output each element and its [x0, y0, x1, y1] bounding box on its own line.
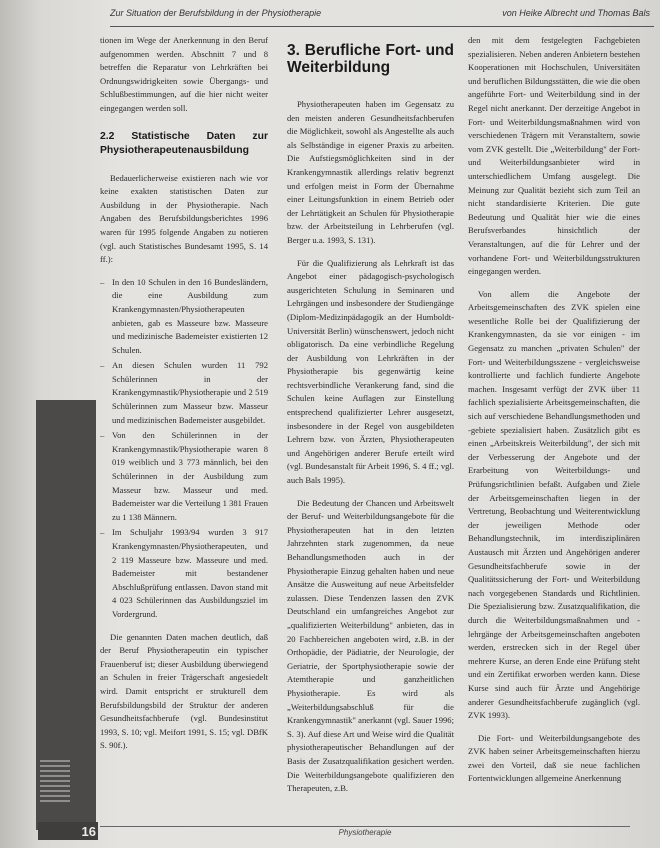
section-heading-2-2: 2.2 Statistische Daten zur Physiotherapeutenausbildung [100, 130, 268, 156]
paragraph: tionen im Wege der Anerkennung in den Beruf aufgenommen werden. Abschnitt 7 und 8 betreffen die Reparatur von Lehrkräften bei Ordnungswidrigkeiten sowie Übergangs- und Schlußbestimmungen, auf die hier nicht weiter eingegangen werden soll. [100, 35, 268, 113]
page-number: 16 [38, 822, 98, 840]
paragraph: Die Fort- und Weiterbildungsangebote des ZVK haben seiner Arbeitsgemeinschaften hierzu zwei den Vorteil, daß sie neue fachlichen Fortentwicklungen allgemeine Anerkennung [468, 732, 640, 784]
paragraph: Die Bedeutung der Chancen und Arbeitswelt der Beruf- und Weiterbildungsangebote für die Physiotherapeuten hat in den letzten Jahrzehnten stark zugenommen, da neue Behandlungsmethoden auch in der Physiotherapie Einzug gehalten haben und neue Ansätze die Ausweitung auf neue Arbeitsfelder zulassen. Diese Tendenzen lassen den ZVK Deutschland ein umfangreiches Angebot zur „qualifizierten Weiterbildung" anbieten, das in 20 Fachbereichen angeboten wird, z.B. in der Orthopädie, der Pädiatrie, der Neurologie, der Geriatrie, der Sportphysiotherapie sowie der Atemtherapie und ganzheitlichen Physiotherapie. Es wird als „Weiterbildungsabschluß für die Krankengymnastik" anerkannt (vgl. Sauer 1996; S. 3). Auf diese Art und Weise wird die Qualität physiotherapeutischer Behandlungen auf der Basis der Zusatzqualifikation gesichert werden. Die Weiterbildungsangebote qualifizieren den Therapeuten, z.B. [287, 497, 454, 794]
section-heading-3: 3. Berufliche Fort- und Weiterbildung [287, 42, 454, 76]
text-column-middle [287, 34, 454, 805]
paragraph: Die genannten Daten machen deutlich, daß der Beruf Physiotherapeutin ein typischer Frauenberuf ist; dieser Ausbildung überwiegend an Schulen in freier Trägerschaft angesiedelt wird. Damit entspricht er strukturell dem Berufsbildungsbild der Struktur der anderen Gesundheitsfachberufe (vgl. Bundesinstitut 1993, S. 10; vgl. Meifort 1991, S. 15; vgl. DBfK S. 90f.). [100, 631, 268, 751]
page-edge-pattern [40, 760, 70, 805]
footer-divider [100, 826, 630, 827]
paragraph: den mit dem festgelegten Fachgebieten spezialisieren. Neben anderen Anbietern bestehen Kooperationen mit Hochschulen, Universitäten und beruflichen Bildungsstätten, die wie die oben angeführte Fort- und Weiterbildung sind in der Regel nicht anerkannt. Der derzeitige Angebot in Fort- und Weiterbildungsmaßnahmen wird von verschiedenen Trägern mit Veranstaltern, sowie vom ZVK gestellt. Die „Weiterbildung" der Fort- und Weiterbildungsanbieter wird in unterschiedlichem Umfang ausgelegt. Die Meinung zur Qualität bezieht sich zum Teil an nicht standardisierte Kriterien. Die gute Bedeutung und Qualität hier wie die eines Berufsverbandes hinsichtlich der Veranstaltungen, auf die für Lehrer und der vorhandene Fort- und Weiterbildungsstrukturen eingegangen werden. [468, 35, 640, 277]
paragraph: Bedauerlicherweise existieren nach wie vor keine exakten statistischen Daten zur Ausbildung in der Physiotherapie. Nach Angaben des Berufsbildungsberichtes 1996 waren für 1995 folgende Angaben zu notieren (vgl. auch Statistisches Bundesamt 1995, S. 14 ff.): [100, 172, 268, 265]
paragraph: Von allem die Angebote der Arbeitsgemeinschaften des ZVK spielen eine wesentliche Rolle bei der Qualifizierung der Krankengymnasten, da sie vor einigen - im Gegensatz zu manchen „privaten Schulen" der Fort- und Weiterbildungsszene - vergleichsweise kontrollierte und fachlich fundierte Angebote machen. Insgesamt verfügt der ZVK über 11 fachlich spezialisierte Arbeitsgemeinschaften, die sich auf verschiedene Behandlungsmethoden und -gebiete spezialisiert haben. Zusätzlich gibt es einen „Arbeitskreis Weiterbildung", der sich mit der Verbesserung der Angebote und der Erarbeitung von Weiterbildungs- und Prüfungsrichtlinien befaßt. Aufgaben und Ziele der Arbeitsgemeinschaften liegen in der Vertretung, Beobachtung und Weiterentwicklung der jeweiligen Methode oder Behandlungstechnik, im interdisziplinären Austausch mit Ärzten und Angehörigen anderer Gesundheitsfachberufe sowie in der Qualitätssicherung der Fort- und Weiterbildung nach vorgegebenen Standards und Richtlinien. Die Spezialisierung bzw. Zusatzqualifikation, die durch die Weiterbildungsmaßnahmen und -lehrgänge der Arbeitsgemeinschaften angeboten werden, erstrecken sich in der Regel über mehrere Kurse, an deren Ende eine Prüfung steht und ein Zertifikat erworben werden kann. Diese Kurse sind auch für Ärzte und Angehörige anderer Gesundheitsfachberufe zugänglich (vgl. ZVK 1993). [468, 288, 640, 721]
list-item: – Im Schuljahr 1993/94 wurden 3 917 Krankengymnasten/Physiotherapeuten, und 2 119 Masseure bzw. Masseure und med. Bademeister mit bestandener Abschlußprüfung entlassen. Davon stand mit 4 023 Schülerinnen das Ausbildungsziel im Vordergrund. [100, 526, 268, 621]
running-head-authors: von Heike Albrecht und Thomas Bals [502, 8, 650, 18]
text-column-left [100, 34, 268, 762]
list-item: – An diesen Schulen wurden 11 792 Schülerinnen in der Krankengymnastik/Physiotherapie und 2 519 Schülerinnen zum Masseur bzw. Masseur und medizinischen Bademeister ausgebildet. [100, 359, 268, 427]
running-head [110, 6, 654, 27]
running-head-title: Zur Situation der Berufsbildung in der Physiotherapie [110, 8, 322, 18]
text-column-right [468, 34, 640, 795]
list-item: – In den 10 Schulen in den 16 Bundesländern, die eine Ausbildung zum Krankengymnasten/Physiotherapeuten anbieten, gab es Masseure bzw. Masseure und medizinische Bademeister existierten 12 Schulen. [100, 276, 268, 358]
paragraph: Physiotherapeuten haben im Gegensatz zu den meisten anderen Gesundheitsfachberufen die Möglichkeit, sowohl als Angestellte als auch als Selbständige in eigener Praxis zu arbeiten. Die Aufstiegsmöglichkeiten sind in der Krankengymnastik allerdings relativ begrenzt und erfolgen meist in Form der Übernahme einer Leitungsfunktion in einem Betrieb oder der Lehrtätigkeit an Schulen für Physiotherapie bzw. der Arbeitsteilung in Lehrberufen (vgl. Berger u.a. 1993, S. 131). [287, 99, 454, 245]
bullet-list [100, 276, 268, 622]
paragraph: Für die Qualifizierung als Lehrkraft ist das Angebot einer pädagogisch-psychologisch ausgerichteten Schulung in Seminaren und Lehrgängen und insbesondere der Studiengänge (Diplom-Medizinpädagogik an der Humboldt-Universität Berlin) wünschenswert, jedoch nicht obligatorisch. Da eine verbindliche Regelung der Ausbildung von Lehrkräften in der Physiotherapie bis gegenwärtig keine rechtsverbindliche Verankerung fand, sind die Schulen keine Auflagen zur Einstellung entsprechend qualifizierter Lehrer ausgesetzt, insbesondere in der Regel von ausgebildeten Lehrern bzw. von Ärzten, Physiotherapeuten und Angehörigen anderer Berufe erteilt wird (vgl. Bundesanstalt für Arbeit 1996, S. 4 ff.; vgl. auch Bals 1995). [287, 257, 454, 486]
list-item: – Von den Schülerinnen in der Krankengymnastik/Physiotherapie waren 8 019 weiblich und 3 773 männlich, bei den Schülerinnen in der Ausbildung zum Masseur bzw. Masseur und med. Bademeister war die Verteilung 1 381 Frauen zu 1 138 Männern. [100, 429, 268, 524]
footer-journal-title: Physiotherapie [338, 828, 392, 837]
